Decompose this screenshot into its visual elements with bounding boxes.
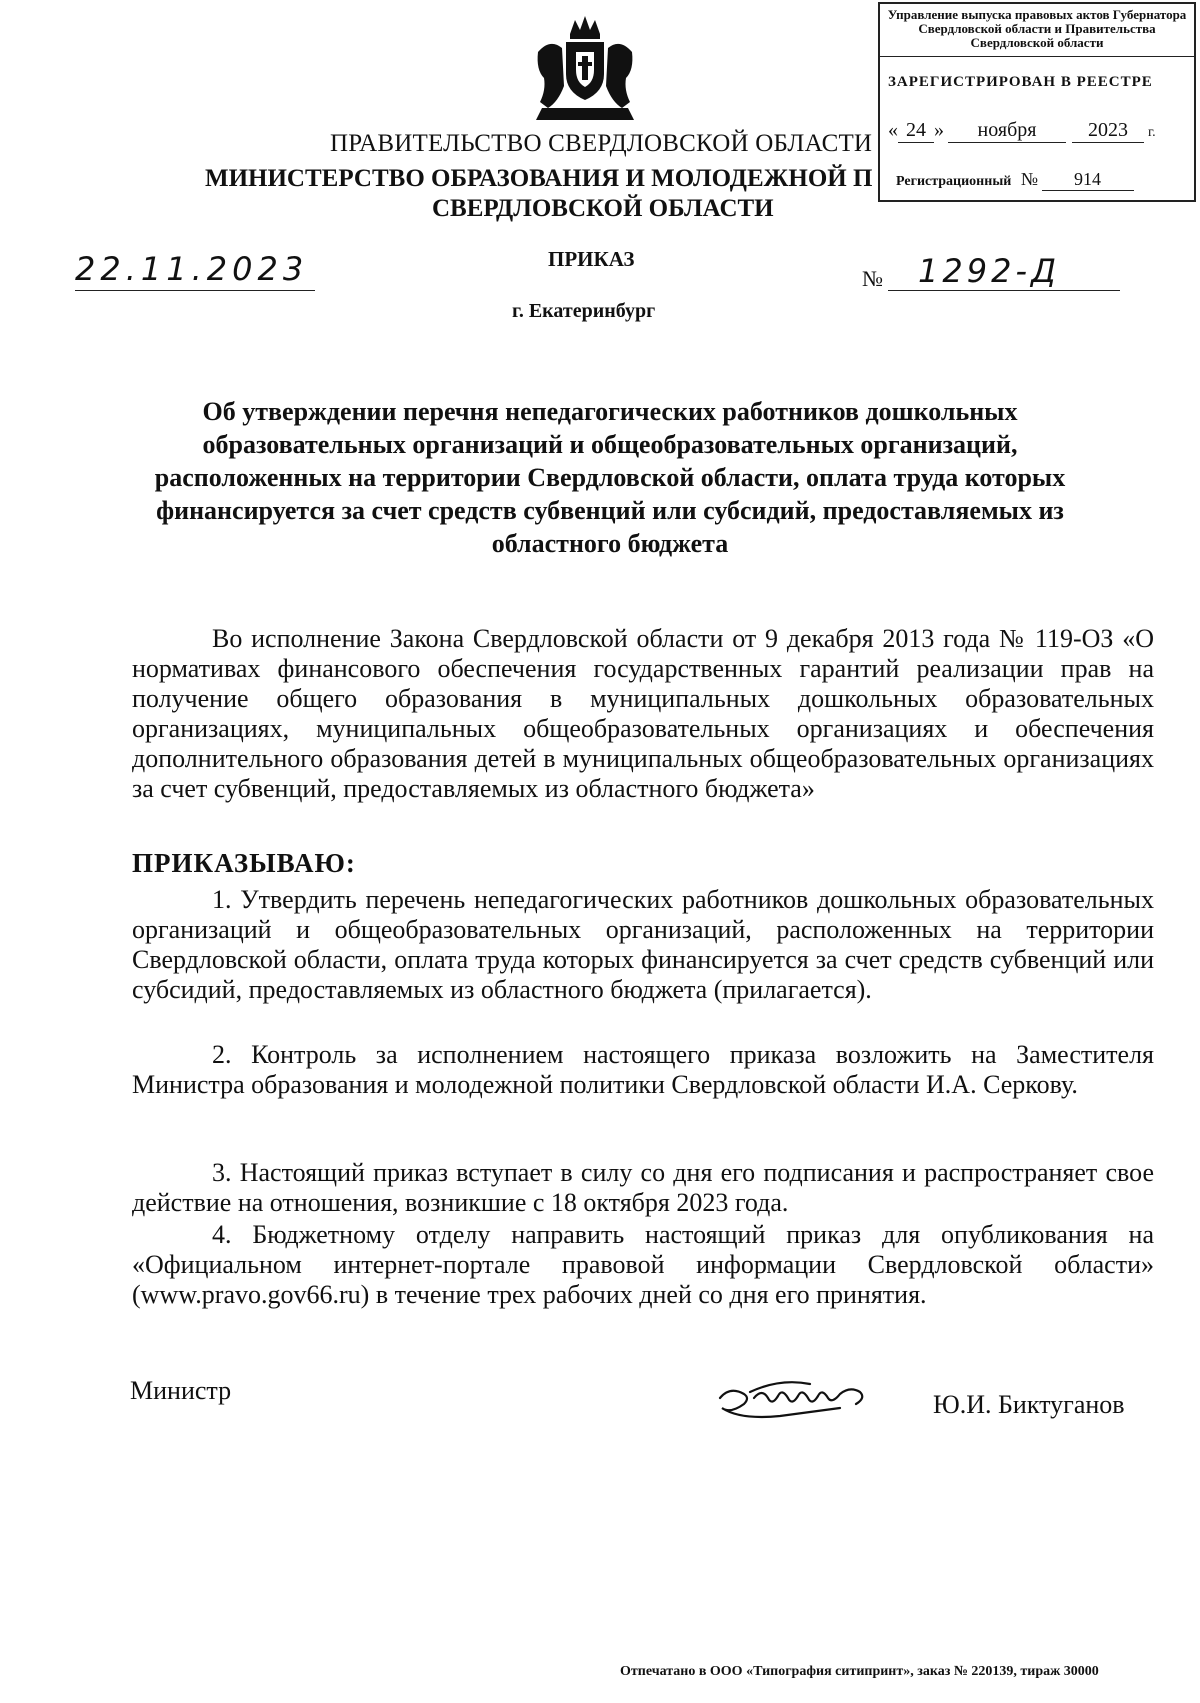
ministry-title-line1: МИНИСТЕРСТВО ОБРАЗОВАНИЯ И МОЛОДЕЖНОЙ П [205, 165, 873, 192]
order-word: ПРИКАЗЫВАЮ: [132, 848, 356, 878]
order-item-2: 2. Контроль за исполнением настоящего приказа возложить на Заместителя Министра образования и молодежной политики Свердловской области И.А. Серкову. [132, 1040, 1154, 1099]
stamp-number-row [896, 169, 1134, 191]
order-number-sign: № [862, 266, 883, 291]
order-item-3: 3. Настоящий приказ вступает в силу со дня его подписания и распространяет свое действие на отношения, возникшие с 18 октября 2023 года. [132, 1158, 1154, 1217]
government-title: ПРАВИТЕЛЬСТВО СВЕРДЛОВСКОЙ ОБЛАСТИ [330, 130, 873, 157]
stamp-quote-open: « [888, 119, 898, 141]
ministry-title-line2: СВЕРДЛОВСКОЙ ОБЛАСТИ [432, 195, 774, 222]
stamp-year: 2023 [1072, 119, 1144, 143]
order-date: 22.11.2023 [75, 250, 315, 291]
signatory-title: Министр [130, 1376, 232, 1405]
order-item-4: 4. Бюджетному отделу направить настоящий приказ для опубликования на «Официальном интернет-портале правовой информации Свердловской области» (www.pravo.gov66.ru) в течение трех рабочих дней со дня его принятия. [132, 1220, 1154, 1309]
coat-of-arms-icon [530, 12, 640, 124]
stamp-num-sign: № [1020, 169, 1039, 189]
order-item-1: 1. Утвердить перечень непедагогических работников дошкольных образовательных организаций и общеобразовательных организаций, расположенных на территории Свердловской области, оплата труда которых финансируется за счет средств субвенций или субсидий, предоставляемых из областного бюджета (прилагается). [132, 885, 1154, 1004]
stamp-day: 24 [898, 119, 934, 143]
order-city: г. Екатеринбург [512, 300, 656, 322]
stamp-reg-label: Регистрационный [896, 174, 1012, 189]
preamble: Во исполнение Закона Свердловской области от 9 декабря 2013 года № 119-ОЗ «О нормативах финансового обеспечения государственных гарантий реализации прав на получение общего образования в муниципальных дошкольных образовательных организациях, муниципальных общеобразовательных организациях и обеспечения дополнительного образования детей в муниципальных общеобразовательных организациях за счет субвенций, предоставляемых из областного бюджета» [132, 624, 1154, 803]
order-number: 1292-Д [888, 252, 1120, 291]
signatory-name: Ю.И. Биктуганов [933, 1390, 1125, 1419]
stamp-registered-label: ЗАРЕГИСТРИРОВАН В РЕЕСТРЕ [888, 74, 1153, 90]
order-subject: Об утверждении перечня непедагогических работников дошкольных образовательных организаций и общеобразовательных организаций, расположенных на территории Свердловской области, оплата труда которых финансируется за счет средств субвенций или субсидий, предоставляемых из областного бюджета [154, 397, 1066, 558]
print-imprint: Отпечатано в ООО «Типография ситипринт», заказ № 220139, тираж 30000 [620, 1664, 1099, 1679]
order-title: ПРИКАЗ [548, 247, 635, 271]
stamp-reg-number: 914 [1042, 169, 1134, 191]
stamp-year-suffix: г. [1148, 125, 1156, 140]
stamp-divider [880, 56, 1194, 57]
stamp-organization: Управление выпуска правовых актов Губернатора Свердловской области и Правительства Свердловской области [887, 7, 1187, 50]
stamp-month: ноября [948, 119, 1066, 143]
stamp-quote-close: » [934, 119, 944, 141]
stamp-date [888, 119, 1188, 143]
registration-stamp [878, 2, 1196, 202]
handwritten-signature [710, 1368, 880, 1428]
